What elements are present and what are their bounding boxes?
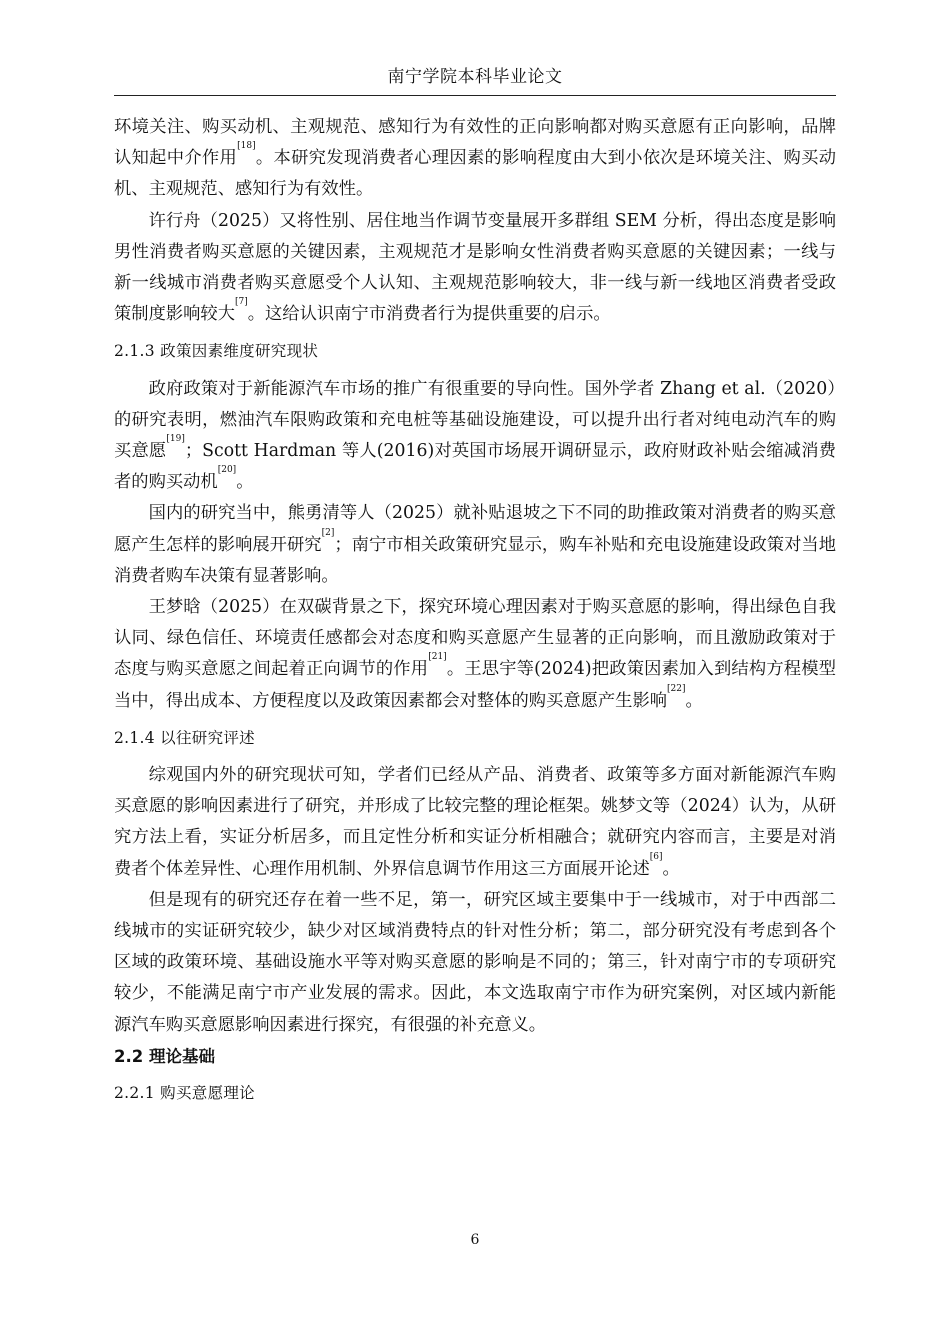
paragraph-text: 。本研究发现消费者心理因素的影响程度由大到小依次是环境关注、购买动机、主观规范、感知行为有效性。 — [114, 148, 836, 200]
page-number: 6 — [470, 1232, 480, 1248]
paragraph-text: 。王思宇等(2024)把政策因素加入到结构方程模型当中，得出成本、方便程度以及政策因素都会对整体的购买意愿产生影响 — [114, 659, 836, 711]
citation-ref: [18] — [237, 141, 256, 152]
subsection-heading: 2.1.3 政策因素维度研究现状 — [114, 342, 319, 361]
paragraph-text: 国内的研究当中，熊勇清等人（2025）就补贴退坡之下不同的助推政策对消费者的购买意愿产生怎样的影响展开研究 — [114, 503, 836, 555]
body-paragraph — [114, 498, 836, 592]
citation-ref: [22] — [667, 683, 686, 694]
paragraph-text: 。 — [685, 690, 703, 711]
citation-ref: [19] — [166, 434, 185, 445]
paragraph-text: 王梦晗（2025）在双碳背景之下，探究环境心理因素对于购买意愿的影响，得出绿色自我认同、绿色信任、环境责任感都会对态度和购买意愿产生显著的正向影响，而且激励政策对于态度与购买意愿之间起着正向调节的作用 — [114, 597, 836, 680]
subsection-heading: 2.2.1 购买意愿理论 — [114, 1084, 255, 1103]
body-paragraph — [114, 206, 836, 331]
paragraph-text: 政府政策对于新能源汽车市场的推广有很重要的导向性。国外学者 Zhang et al.（2020）的研究表明，燃油汽车限购政策和充电桩等基础设施建设，可以提升出行者对纯电动汽车的购买意愿 — [114, 378, 836, 462]
paragraph-text: 许行舟（2025）又将性别、居住地当作调节变量展开多群组 SEM 分析，得出态度是影响男性消费者购买意愿的关键因素，主观规范才是影响女性消费者购买意愿的关键因素；一线与新一线城市消费者购买意愿受个人认知、主观规范影响较大，非一线与新一线地区消费者受政策制度影响较大 — [114, 210, 836, 325]
body-paragraph — [114, 112, 836, 206]
citation-ref: [2] — [321, 527, 335, 538]
header-rule — [114, 95, 836, 96]
body-paragraph — [114, 592, 836, 717]
paragraph-text: 。 — [236, 472, 254, 493]
paragraph-text: 。这给认识南宁市消费者行为提供重要的启示。 — [247, 304, 611, 325]
page-body — [114, 112, 836, 1115]
citation-ref: [20] — [217, 465, 237, 476]
citation-ref: [6] — [649, 851, 663, 862]
running-header: 南宁学院本科毕业论文 — [387, 67, 563, 87]
body-paragraph — [114, 885, 836, 1041]
paragraph-text: 环境关注、购买动机、主观规范、感知行为有效性的正向影响都对购买意愿有正向影响，品牌认知起中介作用 — [114, 117, 836, 169]
subsection-heading: 2.1.4 以往研究评述 — [114, 728, 255, 747]
paragraph-text: ；Scott Hardman 等人(2016)对英国市场展开调研显示，政府财政补贴会缩减消费者的购买动机 — [114, 441, 836, 493]
paragraph-text: 。 — [662, 858, 680, 879]
body-paragraph — [114, 374, 836, 499]
body-paragraph — [114, 760, 836, 885]
citation-ref: [21] — [428, 652, 447, 663]
citation-ref: [7] — [234, 297, 248, 308]
paragraph-text: 综观国内外的研究现状可知，学者们已经从产品、消费者、政策等多方面对新能源汽车购买意愿的影响因素进行了研究，并形成了比较完整的理论框架。姚梦文等（2024）认为，从研究方法上看，实证分析居多，而且定性分析和实证分析相融合；就研究内容而言，主要是对消费者个体差异性、心理作用机制、外界信息调节作用这三方面展开论述 — [114, 765, 836, 879]
paragraph-text: ；南宁市相关政策研究显示，购车补贴和充电设施建设政策对当地消费者购车决策有显著影响。 — [114, 534, 836, 586]
section-heading: 2.2 理论基础 — [114, 1046, 215, 1066]
paragraph-text: 但是现有的研究还存在着一些不足，第一，研究区域主要集中于一线城市，对于中西部二线城市的实证研究较少，缺少对区域消费特点的针对性分析；第二，部分研究没有考虑到各个区域的政策环境、基础设施水平等对购买意愿的影响是不同的；第三，针对南宁市的专项研究较少，不能满足南宁市产业发展的需求。因此，本文选取南宁市作为研究案例，对区域内新能源汽车购买意愿影响因素进行探究，有很强的补充意义。 — [114, 889, 836, 1035]
